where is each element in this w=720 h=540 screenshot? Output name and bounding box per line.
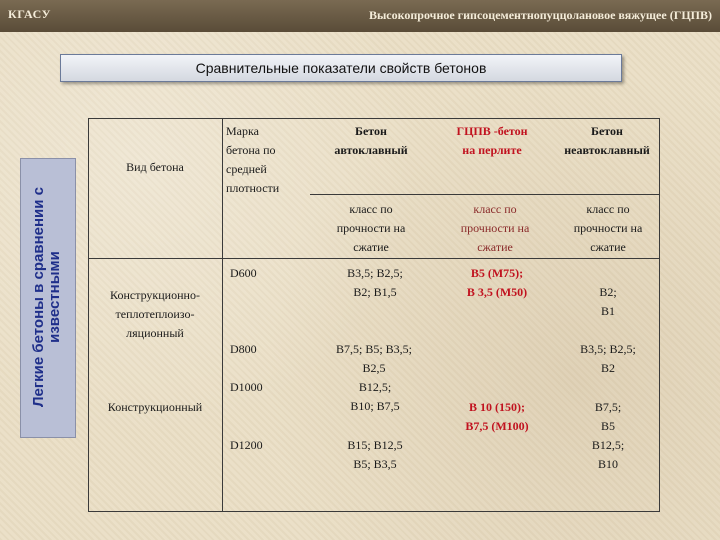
gcpv-d600-b: В 3,5 (М50) [466, 285, 528, 299]
table-divider-vertical [222, 118, 223, 512]
col-type-header: Вид бетона [126, 160, 184, 174]
grade-d800: D800 [230, 342, 257, 356]
type-structural-insulating: Конструкционно-теплотеплоизо-ляционный [110, 288, 200, 340]
table-border-top [88, 118, 660, 119]
autoclave-d1000: В12,5; В10; В7,5 [350, 380, 400, 413]
table-divider-subheader [310, 194, 659, 195]
type-structural: Конструкционный [107, 400, 203, 414]
grade-d1000: D1000 [230, 380, 263, 394]
grade-d600: D600 [230, 266, 257, 280]
autoclave-d1200: В15; В12,5 В5; В3,5 [347, 438, 403, 471]
subheader-strength-gcpv: класс по прочности на сжатие [460, 202, 530, 254]
col-nonautoclave-header: Бетон неавтоклавный [564, 124, 650, 157]
side-label-text: Легкие бетоны в сравнении с известными [30, 187, 63, 407]
nonautoclave-d600-b: В1 [600, 304, 615, 318]
table-divider-header [88, 258, 660, 259]
table-border-right [659, 118, 660, 512]
col-autoclave-header: Бетон автоклавный [334, 124, 408, 157]
nonautoclave-d1000-d: В10 [597, 457, 618, 471]
table-border-bottom [88, 511, 660, 512]
grade-d1200: D1200 [230, 438, 263, 452]
col-grade-header: Марка бетона по средней плотности [226, 124, 280, 195]
subheader-strength-nonautoclave: класс по прочности на сжатие [573, 202, 643, 254]
org-name: КГАСУ [8, 7, 51, 21]
nonautoclave-d800-b: В2 [600, 361, 615, 375]
nonautoclave-d600-a: В2; [599, 285, 617, 299]
autoclave-d800: В7,5; В5; В3,5; В2,5 [335, 342, 412, 375]
nonautoclave-d1000-b: В5 [600, 419, 615, 433]
subheader-strength-autoclave: класс по прочности на сжатие [336, 202, 406, 254]
gcpv-d1000-b: В7,5 (М100) [465, 419, 529, 433]
comparison-table [88, 118, 660, 512]
autoclave-d600: В3,5; В2,5; В2; В1,5 [347, 266, 403, 299]
slide-title: Сравнительные показатели свойств бетонов [60, 54, 622, 82]
header-bar [0, 0, 720, 32]
nonautoclave-d1000-a: В7,5; [594, 400, 622, 414]
gcpv-d600-a: В5 (М75); [470, 266, 524, 280]
nonautoclave-d800-a: В3,5; В2,5; [580, 342, 636, 356]
col-gcpv-header: ГЦПВ -бетон на перлите [456, 124, 528, 157]
nonautoclave-d1000-c: В12,5; [591, 438, 625, 452]
slide-subject: Высокопрочное гипсоцементнопуццолановое вяжущее (ГЦПВ) [368, 8, 712, 22]
gcpv-d1000-a: В 10 (150); [469, 400, 525, 414]
